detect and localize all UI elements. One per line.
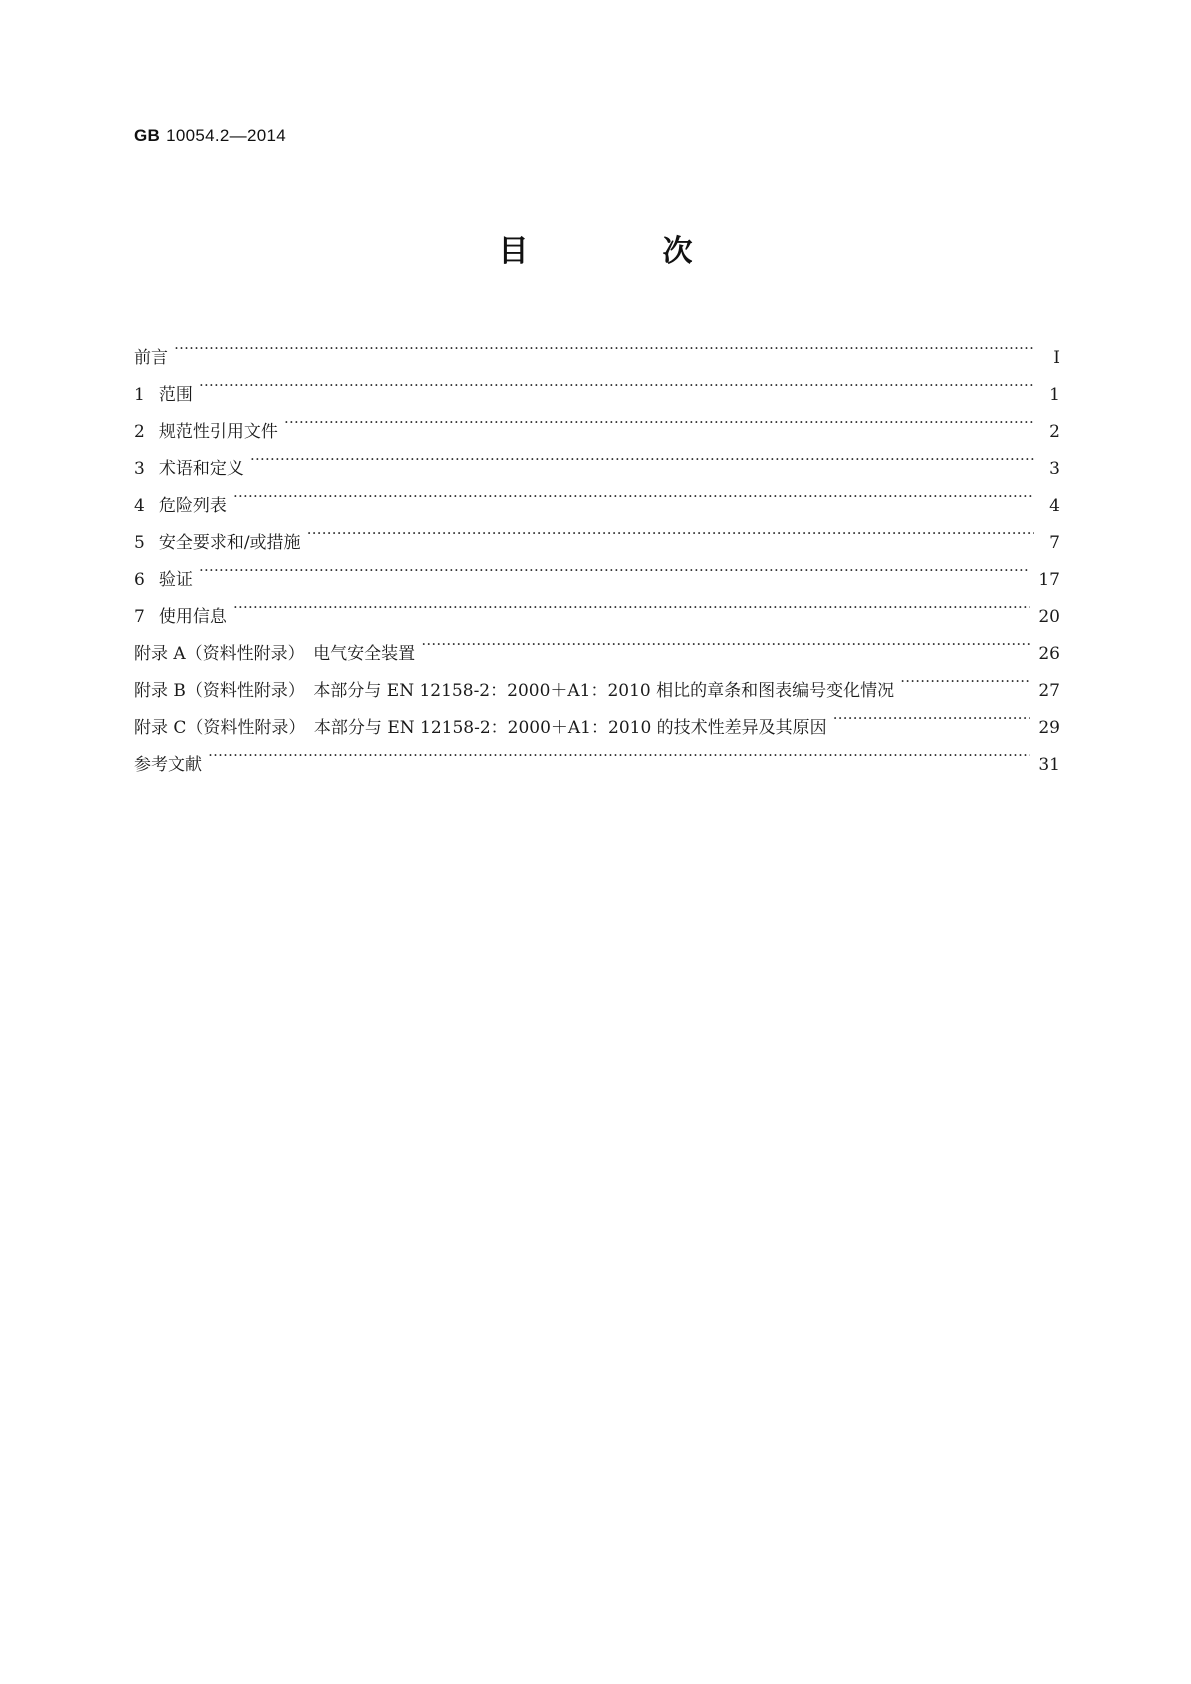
toc-entry-annex-a[interactable] [134, 622, 1060, 664]
toc-entry-label: 附录 A（资料性附录） 电气安全装置 [134, 644, 416, 664]
toc-leader-dots [833, 696, 1031, 733]
toc-entry-page: 27 [1038, 681, 1060, 701]
toc-entry-label: 附录 C（资料性附录） 本部分与 EN 12158-2：2000＋A1：2010 的技术性差异及其原因 [134, 718, 827, 738]
toc-entry-page: 7 [1049, 533, 1060, 553]
toc-entry-label [134, 488, 233, 525]
toc-entry-safety-requirements[interactable] [134, 511, 1060, 553]
toc-entry-number: 5 [134, 533, 145, 553]
toc-entry-page: 2 [1049, 422, 1060, 442]
toc-entry-text: 规范性引用文件 [158, 422, 278, 442]
toc-entry-scope[interactable] [134, 363, 1060, 405]
toc-leader-dots [199, 363, 1034, 400]
table-of-contents [134, 326, 1060, 775]
toc-entry-number: 1 [134, 385, 145, 405]
standard-number: 10054.2—2014 [166, 126, 286, 145]
toc-entry-number: 4 [134, 496, 145, 516]
toc-entry-number: 2 [134, 422, 145, 442]
toc-entry-text: 术语和定义 [158, 459, 244, 479]
toc-entry-text: 危险列表 [158, 496, 227, 516]
toc-leader-dots [208, 733, 1030, 770]
toc-entry-number: 6 [134, 570, 145, 590]
toc-entry-text: 使用信息 [158, 607, 227, 627]
toc-entry-label [134, 599, 233, 636]
toc-entry-verification[interactable] [134, 548, 1060, 590]
toc-entry-normative-references[interactable] [134, 400, 1060, 442]
toc-leader-dots [284, 400, 1034, 437]
document-code [134, 126, 286, 146]
toc-entry-label: 参考文献 [134, 755, 202, 775]
toc-entry-page: 20 [1038, 607, 1060, 627]
toc-leader-dots [233, 474, 1034, 511]
toc-entry-information-for-use[interactable] [134, 585, 1060, 627]
toc-entry-hazard-list[interactable] [134, 474, 1060, 516]
toc-leader-dots [233, 585, 1031, 622]
toc-entry-label [134, 377, 199, 414]
toc-entry-page: 3 [1049, 459, 1060, 479]
toc-entry-page: 17 [1038, 570, 1060, 590]
toc-entry-text: 范围 [158, 385, 193, 405]
page-title: 目 次 [498, 234, 745, 269]
toc-leader-dots [307, 511, 1034, 548]
toc-leader-dots [199, 548, 1031, 585]
toc-entry-page: 29 [1038, 718, 1060, 738]
toc-leader-dots [421, 622, 1030, 659]
toc-leader-dots [250, 437, 1034, 474]
standard-prefix: GB [134, 126, 161, 145]
toc-entry-text: 安全要求和/或措施 [158, 533, 301, 553]
toc-entry-number: 3 [134, 459, 145, 479]
toc-entry-page: 4 [1049, 496, 1060, 516]
toc-entry-page: Ⅰ [1053, 348, 1060, 368]
toc-entry-label [134, 562, 199, 599]
toc-entry-page: 31 [1038, 755, 1060, 775]
toc-leader-dots [174, 326, 1034, 363]
toc-entry-number: 7 [134, 607, 145, 627]
toc-entry-label: 前言 [134, 348, 168, 368]
toc-entry-label: 附录 B（资料性附录） 本部分与 EN 12158-2：2000＋A1：2010 相比的章条和图表编号变化情况 [134, 681, 895, 701]
toc-entry-bibliography[interactable] [134, 733, 1060, 775]
toc-leader-dots [900, 659, 1030, 696]
toc-entry-page: 1 [1049, 385, 1060, 405]
toc-entry-text: 验证 [158, 570, 193, 590]
toc-entry-foreword[interactable] [134, 326, 1060, 368]
toc-entry-terms-definitions[interactable] [134, 437, 1060, 479]
toc-entry-page: 26 [1038, 644, 1060, 664]
